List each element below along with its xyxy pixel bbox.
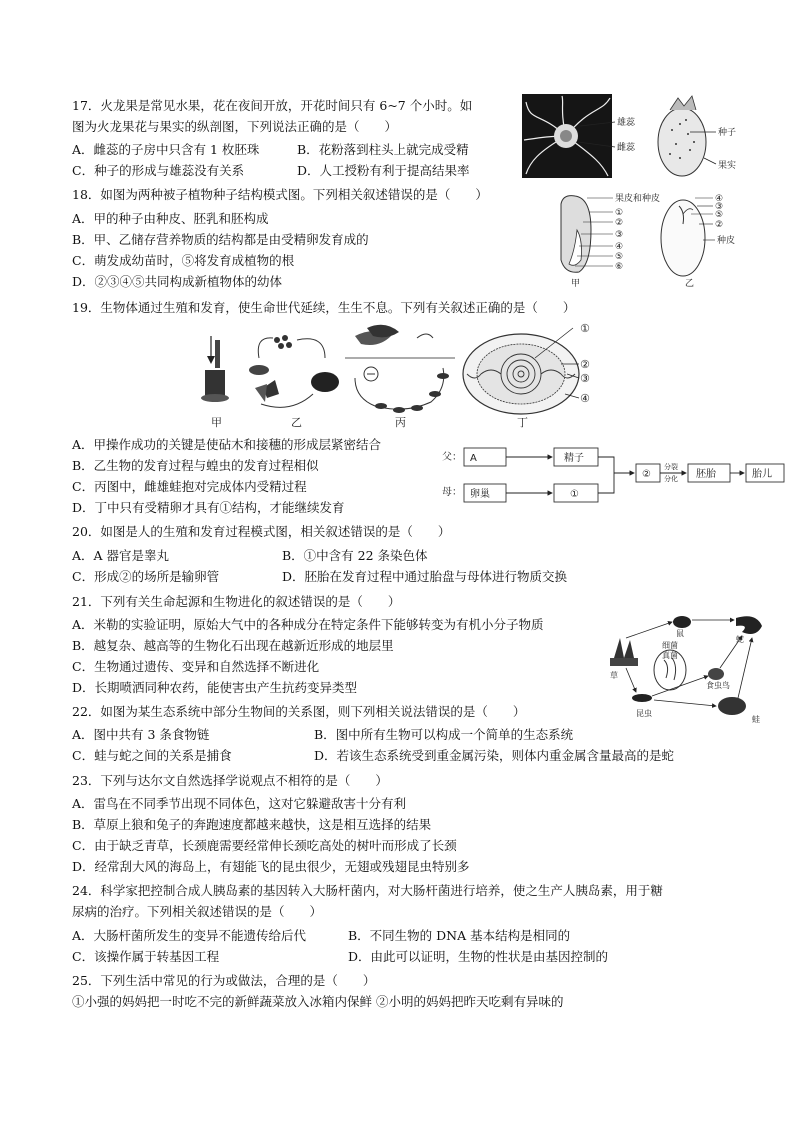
q20-box-one: ①	[570, 489, 579, 500]
q22-label-insect: 昆虫	[636, 709, 652, 718]
q17-option-c: C．种子的形成与雄蕊没有关系	[72, 163, 245, 178]
q18-yi-label-3: ③	[715, 202, 724, 212]
q17-option-d: D．人工授粉有利于提高结果率	[297, 163, 470, 178]
q21-option-c: C．生物通过遗传、变异和自然选择不断进化	[72, 659, 320, 674]
q22-option-b: B．图中所有生物可以构成一个简单的生态系统	[314, 727, 574, 742]
q25-line2: ①小强的妈妈把一时吃不完的新鲜蔬菜放入冰箱内保鲜 ②小明的妈妈把昨天吃剩有异味的	[72, 994, 564, 1009]
q18-label-pericarp: 果皮和种皮	[615, 194, 661, 204]
q18-label-6: ⑥	[615, 262, 624, 272]
q17-label-fruit: 果实	[718, 161, 737, 171]
q18-label-jia: 甲	[571, 279, 581, 289]
q24-stem-line1: 24．科学家把控制合成人胰岛素的基因转入大肠杆菌内，对大肠杆菌进行培养，使之生产人胰岛素，用于糖	[72, 883, 663, 898]
q20-father-label: 父：	[442, 452, 462, 463]
q24-stem-line2: 尿病的治疗。下列相关叙述错误的是（ ）	[72, 904, 323, 919]
q22-stem: 22．如图为某生态系统中部分生物间的关系图，则下列相关说法错误的是（ ）	[72, 704, 526, 719]
q19-label-bing: 丙	[395, 416, 406, 429]
q17-figure-flower-fruit	[520, 92, 740, 180]
q22-label-mouse: 鼠	[676, 629, 684, 638]
q21-option-a: A．米勒的实验证明，原始大气中的各种成分在特定条件下能够转变为有机小分子物质	[72, 617, 544, 632]
q18-label-2: ②	[615, 218, 624, 228]
q21-option-b: B．越复杂、越高等的生物化石出现在越新近形成的地层里	[72, 638, 394, 653]
q20-arrow-divide: 分裂	[664, 463, 678, 471]
q18-yi-label-5: ⑤	[715, 210, 724, 220]
q23-stem: 23．下列与达尔文自然选择学说观点不相符的是（ ）	[72, 773, 388, 788]
q20-box-sperm: 精子	[564, 453, 584, 464]
q22-option-d: D．若该生态系统受到重金属污染，则体内重金属含量最高的是蛇	[314, 748, 675, 763]
q19-option-d: D．丁中只有受精卵才具有①结构，才能继续发育	[72, 500, 345, 515]
q20-stem: 20．如图是人的生殖和发育过程模式图，相关叙述错误的是（ ）	[72, 524, 451, 539]
q20-option-b: B．①中含有 22 条染色体	[282, 548, 428, 563]
q18-yi-label-2: ②	[715, 220, 724, 230]
q19-label-yi: 乙	[291, 416, 302, 429]
q20-box-ovary: 卵巢	[470, 489, 490, 500]
q20-option-a: A．A 器官是睾丸	[72, 548, 170, 563]
q18-option-b: B．甲、乙储存营养物质的结构都是由受精卵发育成的	[72, 232, 369, 247]
q20-box-two: ②	[642, 469, 651, 480]
q18-option-d: D．②③④⑤共同构成新植物体的幼体	[72, 274, 283, 289]
q17-option-a: A．雌蕊的子房中只含有 1 枚胚珠	[72, 142, 260, 157]
q23-option-a: A．雷鸟在不同季节出现不同体色，这对它躲避敌害十分有利	[72, 796, 407, 811]
q20-option-d: D．胚胎在发育过程中通过胎盘与母体进行物质交换	[282, 569, 568, 584]
q22-label-snake: 蛇	[736, 635, 744, 644]
q22-label-frog: 蛙	[752, 715, 760, 724]
q18-label-yi: 乙	[685, 279, 695, 289]
q18-label-5: ⑤	[615, 252, 624, 262]
q19-stem: 19．生物体通过生殖和发育，使生命世代延续，生生不息。下列有关叙述正确的是（ ）	[72, 300, 576, 315]
q19-label-2: ②	[580, 358, 590, 371]
q19-figure-reproduction	[195, 318, 605, 430]
q17-stem-line1: 17．火龙果是常见水果，花在夜间开放，开花时间只有 6~7 个小时。如	[72, 98, 473, 113]
q24-option-b: B．不同生物的 DNA 基本结构是相同的	[348, 928, 571, 943]
q23-option-d: D．经常刮大风的海岛上，有翅能飞的昆虫很少，无翅或残翅昆虫特别多	[72, 859, 470, 874]
q22-label-bird: 食虫鸟	[706, 681, 730, 690]
q18-label-1: ①	[615, 208, 624, 218]
q24-option-d: D．由此可以证明，生物的性状是由基因控制的	[348, 949, 609, 964]
q18-option-c: C．萌发成幼苗时，⑤将发育成植物的根	[72, 253, 295, 268]
q20-box-a: A	[470, 453, 477, 464]
q17-option-b: B．花粉落到柱头上就完成受精	[297, 142, 469, 157]
q19-option-c: C．丙图中，雌雄蛙抱对完成体内受精过程	[72, 479, 307, 494]
q19-label-3: ③	[580, 372, 590, 385]
q24-option-c: C．该操作属于转基因工程	[72, 949, 220, 964]
q21-stem: 21．下列有关生命起源和生物进化的叙述错误的是（ ）	[72, 594, 401, 609]
q17-label-stamen: 雄蕊	[617, 118, 636, 128]
q19-option-a: A．甲操作成功的关键是使砧木和接穗的形成层紧密结合	[72, 437, 382, 452]
q25-stem: 25．下列生活中常见的行为或做法，合理的是（ ）	[72, 973, 376, 988]
q17-label-pistil: 雌蕊	[617, 143, 636, 153]
q18-yi-label-seedcoat: 种皮	[717, 236, 736, 246]
q20-mother-label: 母：	[442, 487, 462, 498]
q20-flow-diagram	[440, 444, 786, 506]
q18-figure-seeds	[553, 190, 743, 290]
q20-option-c: C．形成②的场所是输卵管	[72, 569, 220, 584]
q22-label-bacteria: 细菌	[662, 641, 678, 650]
q23-option-c: C．由于缺乏青草，长颈鹿需要经常伸长颈吃高处的树叶而形成了长颈	[72, 838, 457, 853]
q21-option-d: D．长期喷洒同种农药，能使害虫产生抗药变异类型	[72, 680, 358, 695]
q23-option-b: B．草原上狼和兔子的奔跑速度都越来越快，这是相互选择的结果	[72, 817, 432, 832]
q19-label-ding: 丁	[517, 416, 528, 429]
q22-label-grass: 草	[610, 671, 618, 680]
q19-option-b: B．乙生物的发育过程与蝗虫的发育过程相似	[72, 458, 319, 473]
q20-arrow-differentiate: 分化	[664, 475, 678, 483]
q20-box-fetus: 胎儿	[752, 469, 772, 480]
q18-yi-label-4: ④	[715, 194, 724, 204]
q19-label-jia: 甲	[211, 416, 222, 429]
q17-label-seed: 种子	[718, 128, 737, 138]
q22-option-c: C．蛙与蛇之间的关系是捕食	[72, 748, 232, 763]
q19-label-4: ④	[580, 392, 590, 405]
q18-label-4: ④	[615, 242, 624, 252]
q17-stem-line2: 图为火龙果花与果实的纵剖图，下列说法正确的是（ ）	[72, 119, 398, 134]
q22-food-web	[606, 602, 776, 726]
q22-label-fungi: 真菌	[662, 651, 678, 660]
q22-option-a: A．图中共有 3 条食物链	[72, 727, 210, 742]
q18-option-a: A．甲的种子由种皮、胚乳和胚构成	[72, 211, 269, 226]
q18-stem: 18．如图为两种被子植物种子结构模式图。下列相关叙述错误的是（ ）	[72, 187, 488, 202]
q24-option-a: A．大肠杆菌所发生的变异不能遗传给后代	[72, 928, 307, 943]
q20-box-embryo: 胚胎	[696, 469, 716, 480]
q19-label-1: ①	[580, 322, 590, 335]
q18-label-3: ③	[615, 230, 624, 240]
